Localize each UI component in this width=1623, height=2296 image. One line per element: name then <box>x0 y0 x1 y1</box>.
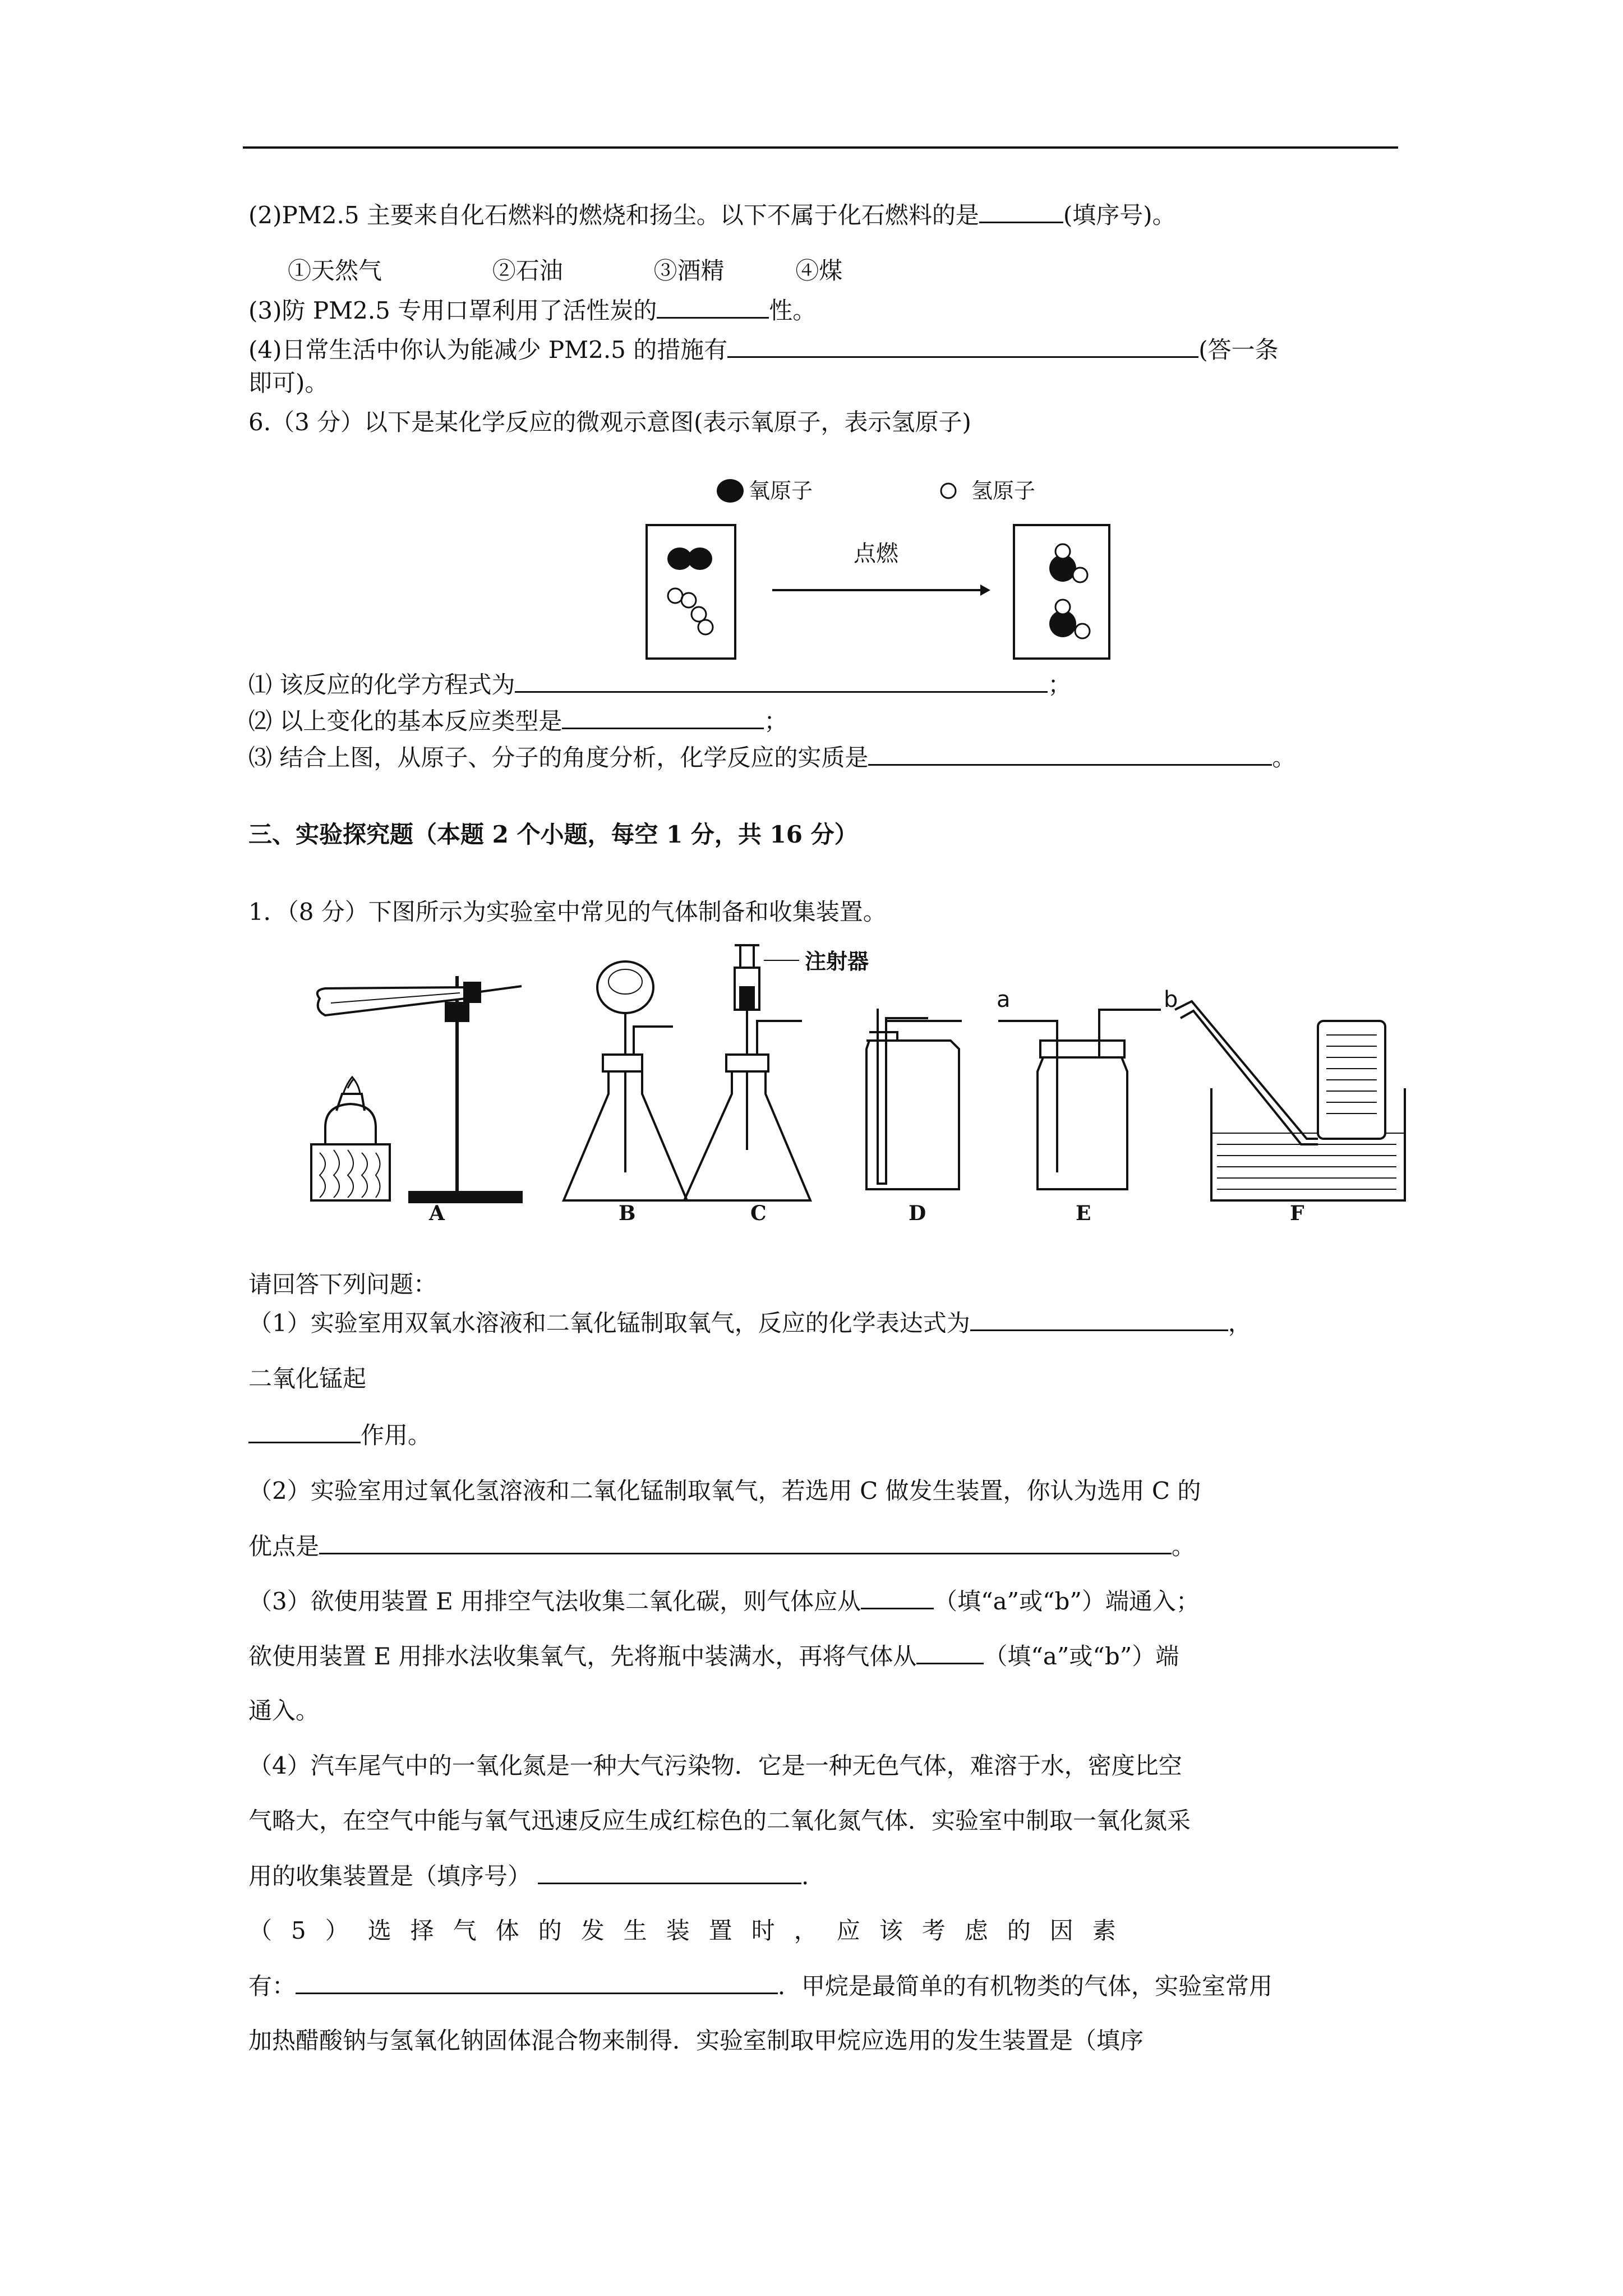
q2-options <box>288 255 842 287</box>
arrow-label: 点燃 <box>854 541 898 567</box>
section3-title: 三、实验探究题（本题 2 个小题，每空 1 分，共 16 分） <box>248 821 858 848</box>
oxygen-atom-legend-icon <box>717 479 744 503</box>
answer-blank[interactable] <box>538 1860 801 1884</box>
exp1-title: 1．（8 分）下图所示为实验室中常见的气体制备和收集装置。 <box>248 898 887 926</box>
exp1-p5-end: 加热醋酸钠与氢氧化钠固体混合物来制得．实验室制取甲烷应选用的发生装置是（填序 <box>248 2027 1144 2054</box>
apparatus-label-b: B <box>619 1202 636 1223</box>
option-3: ③酒精 <box>653 257 725 284</box>
exp1-p5: （5）选择气体的发生装置时，应该考虑的因素 <box>248 1917 1135 1944</box>
exp1-p3: （3）欲使用装置 E 用排空气法收集二氧化碳，则气体应从 （填“a”或“b”）端通入； <box>248 1585 1200 1617</box>
apparatus-e <box>998 1010 1161 1189</box>
q6-sub1: ⑴ 该反应的化学方程式为 ； <box>248 669 1071 701</box>
port-a-label: a <box>997 987 1011 1013</box>
answer-blank[interactable] <box>970 1307 1228 1331</box>
apparatus-a <box>311 976 522 1202</box>
q2-line: (2)PM2.5 主要来自化石燃料的燃烧和扬尘。以下不属于化石燃料的是 (填序号)。 <box>248 199 1176 231</box>
answer-blank[interactable] <box>248 1419 361 1443</box>
answer-blank[interactable] <box>657 295 769 319</box>
exp1-prompt: 请回答下列问题： <box>248 1271 437 1298</box>
exp1-p3-cont: 欲使用装置 E 用排水法收集氧气，先将瓶中装满水，再将气体从 （填“a”或“b”）端 <box>248 1640 1179 1672</box>
q6-sub2: ⑵ 以上变化的基本反应类型是 ； <box>248 705 787 737</box>
answer-blank[interactable] <box>319 1530 1172 1554</box>
exp1-p5-cont: 有： ．甲烷是最简单的有机物类的气体，实验室常用 <box>248 1970 1272 2002</box>
exp1-p1-cont: 二氧化锰起 <box>248 1365 367 1392</box>
reactants-box <box>647 525 735 659</box>
q3-line: (3)防 PM2.5 专用口罩利用了活性炭的 性。 <box>248 295 816 326</box>
reaction-diagram <box>628 460 1122 662</box>
legend-oxygen-label: 氧原子 <box>749 478 813 503</box>
apparatus-c <box>684 945 810 1200</box>
answer-blank[interactable] <box>979 199 1063 223</box>
syringe-label: 注射器 <box>805 949 869 974</box>
exp1-p2: （2）实验室用过氧化氢溶液和二氧化锰制取氧气，若选用 C 做发生装置，你认为选用 C 的 <box>248 1477 1201 1504</box>
q4-line-2: 即可)。 <box>248 369 329 397</box>
exp1-p4-cont: 气略大，在空气中能与氧气迅速反应生成红棕色的二氧化氮气体．实验室中制取一氧化氮采 <box>248 1807 1191 1834</box>
port-b-label: b <box>1164 987 1178 1013</box>
answer-blank[interactable] <box>296 1970 778 1994</box>
answer-blank[interactable] <box>861 1585 934 1609</box>
legend-hydrogen-label: 氢原子 <box>971 478 1036 503</box>
answer-blank[interactable] <box>868 742 1272 766</box>
exp1-p4: （4）汽车尾气中的一氧化氮是一种大气污染物．它是一种无色气体，难溶于水，密度比空 <box>248 1752 1182 1779</box>
apparatus-label-d: D <box>909 1202 926 1223</box>
option-4: ④煤 <box>795 257 843 284</box>
apparatus-b <box>564 961 687 1200</box>
q6-title: 6.（3 分）以下是某化学反应的微观示意图(表示氧原子，表示氢原子) <box>248 408 971 436</box>
apparatus-label-f: F <box>1290 1202 1304 1223</box>
apparatus-label-e: E <box>1076 1202 1091 1223</box>
hydrogen-atom-legend-icon <box>941 484 956 498</box>
exp1-p4-end: 用的收集装置是（填序号） . <box>248 1860 809 1892</box>
apparatus-label-a: A <box>429 1202 445 1223</box>
exp1-p1: （1）实验室用双氧水溶液和二氧化锰制取氧气，反应的化学表达式为 ， <box>248 1307 1252 1339</box>
header-rule <box>243 146 1398 149</box>
apparatus-d <box>866 1009 962 1189</box>
apparatus-f <box>1175 1001 1405 1200</box>
q4-line: (4)日常生活中你认为能减少 PM2.5 的措施有 (答一条 <box>248 334 1279 366</box>
option-1: ①天然气 <box>288 257 382 284</box>
apparatus-figure <box>308 937 1424 1223</box>
apparatus-label-c: C <box>750 1202 767 1223</box>
answer-blank[interactable] <box>727 334 1198 358</box>
exp1-p3-end: 通入。 <box>248 1697 320 1724</box>
answer-blank[interactable] <box>916 1640 984 1664</box>
answer-blank[interactable] <box>562 705 764 729</box>
option-2: ②石油 <box>492 257 563 284</box>
exp1-p2-cont: 优点是 。 <box>248 1530 1195 1562</box>
q6-sub3: ⑶ 结合上图，从原子、分子的角度分析，化学反应的实质是 。 <box>248 742 1295 774</box>
exp1-p1-end: 作用。 <box>248 1419 431 1451</box>
answer-blank[interactable] <box>515 669 1048 693</box>
